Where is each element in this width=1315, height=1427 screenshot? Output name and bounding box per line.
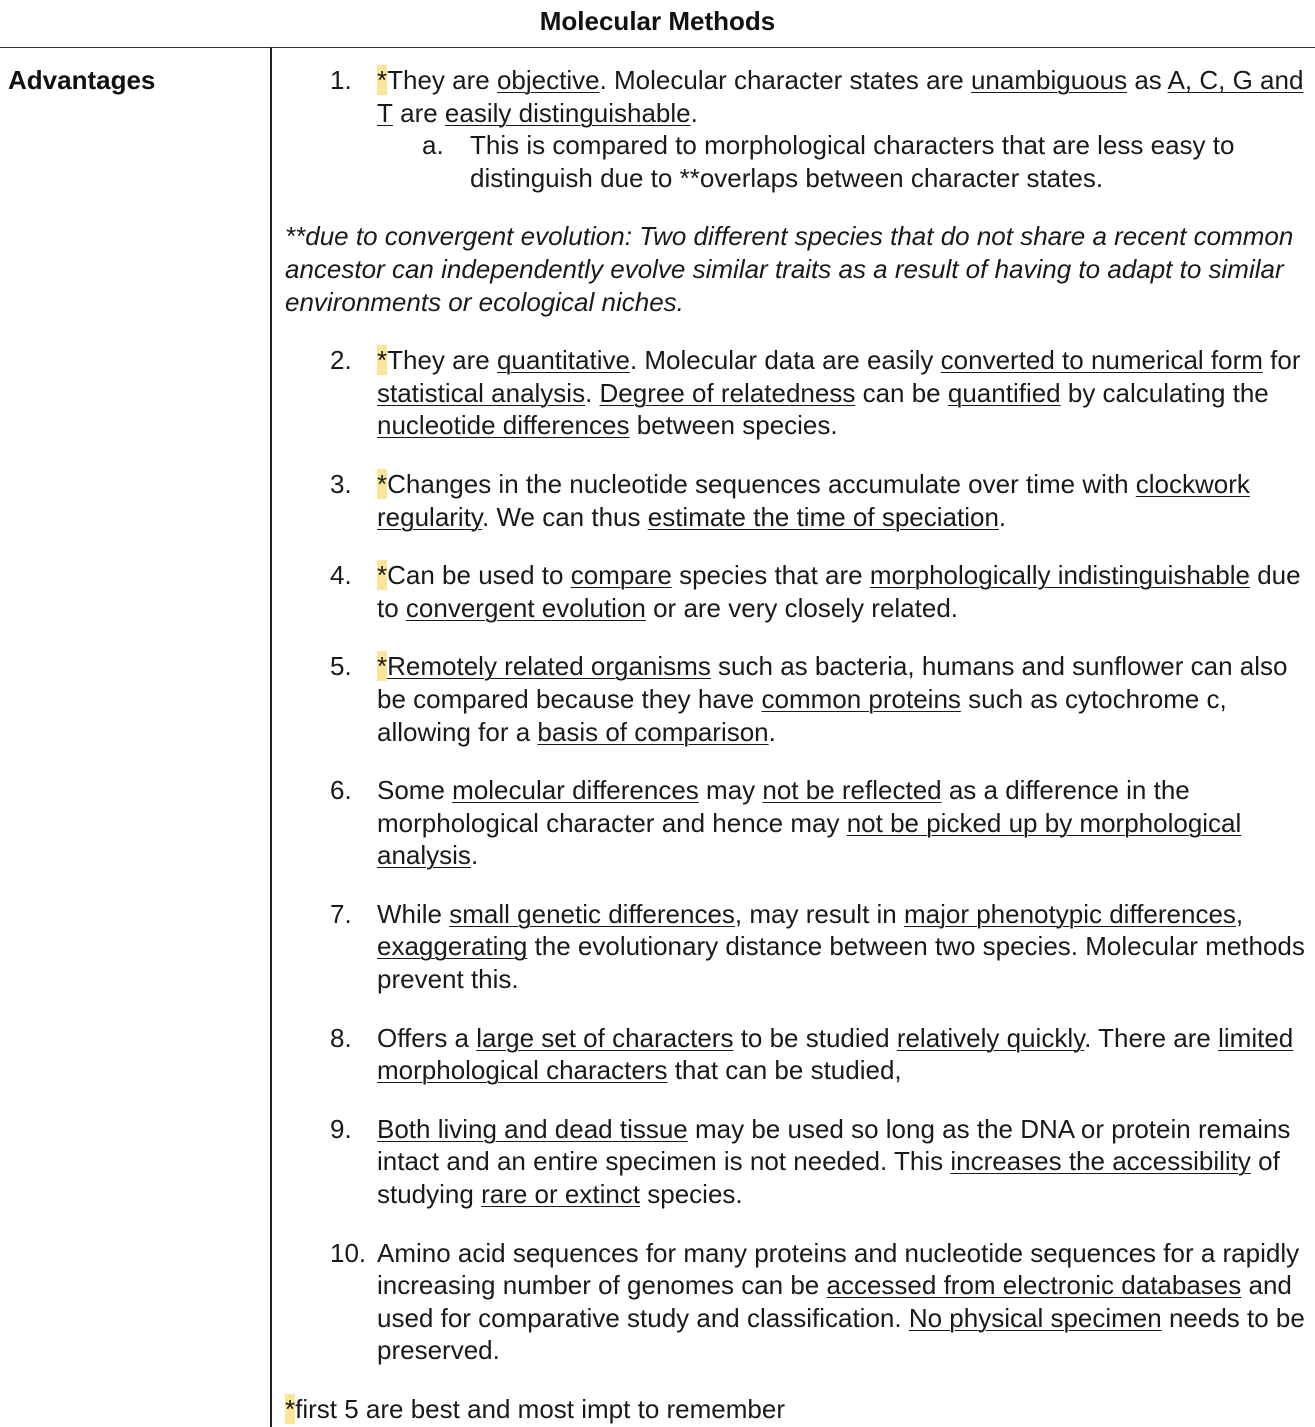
text-run: as xyxy=(1127,65,1168,95)
underlined-phrase: converted to numerical form xyxy=(940,345,1263,376)
list-item-number: 9. xyxy=(330,1113,352,1144)
underlined-phrase: A, C, G and T xyxy=(377,65,1304,128)
list-item-number: 1. xyxy=(330,65,352,95)
highlight-mark: * xyxy=(377,560,388,591)
text-run: . Molecular character states are xyxy=(599,65,971,95)
row-label-advantages: Advantages xyxy=(8,65,156,95)
text-run: and used for comparative study and classification. xyxy=(377,1270,1292,1333)
underlined-phrase: Both living and dead tissue xyxy=(377,1113,688,1144)
list-item-number: 6. xyxy=(330,775,352,806)
text-run: by calculating the xyxy=(1060,377,1269,408)
text-run: may be used so long as the DNA or protein remains intact and an entire specimen is not needed. This xyxy=(377,1113,1291,1177)
highlight-mark: * xyxy=(377,468,388,499)
underlined-phrase: clockwork regularity xyxy=(377,468,1250,532)
footnote-convergent-evolution: **due to convergent evolution: Two different species that do not share a recent common ancestor can independently evolve similar traits as a result of having to adapt to similar environments or ecological niches. xyxy=(285,221,1294,317)
text-run: They are xyxy=(387,345,497,376)
list-item-text xyxy=(377,650,1310,748)
list-item xyxy=(285,898,1310,996)
underlined-phrase: convergent evolution xyxy=(405,592,646,623)
list-item xyxy=(285,559,1310,624)
highlight-mark: * xyxy=(377,651,388,682)
underlined-phrase: basis of comparison xyxy=(537,716,769,747)
list-item-number: 10. xyxy=(330,1237,367,1268)
underlined-phrase: increases the accessibility xyxy=(950,1146,1251,1177)
list-item xyxy=(285,1237,1310,1367)
underlined-phrase: quantified xyxy=(947,377,1061,408)
text-run: . We can thus xyxy=(482,501,648,532)
text-run: They are xyxy=(387,65,497,95)
highlight-mark: * xyxy=(285,1394,296,1424)
list-item-number: 7. xyxy=(330,898,352,929)
underlined-phrase: estimate the time of speciation xyxy=(647,501,999,532)
underlined-phrase: rare or extinct xyxy=(481,1179,641,1210)
header-divider xyxy=(0,47,1315,48)
column-divider xyxy=(270,47,272,1427)
text-run: Amino acid sequences for many proteins and nucleotide sequences for a rapidly increasing number of genomes can be xyxy=(377,1237,1300,1301)
text-run: for xyxy=(1262,345,1301,376)
text-run: due to xyxy=(377,560,1301,623)
underlined-phrase: compare xyxy=(570,560,672,591)
underlined-phrase: morphologically indistinguishable xyxy=(869,560,1250,591)
text-run: Offers a xyxy=(377,1022,477,1053)
footer-note xyxy=(285,1393,1310,1426)
list-item-text xyxy=(377,64,1310,129)
text-run: are xyxy=(392,97,445,128)
text-run: , xyxy=(1235,898,1244,929)
text-run: the evolutionary distance between two species. Molecular methods prevent this. xyxy=(377,931,1305,995)
text-run: Can be used to xyxy=(387,560,571,591)
underlined-phrase: large set of characters xyxy=(476,1022,734,1053)
list-item-number: 2. xyxy=(330,345,352,376)
underlined-phrase: Remotely related organisms xyxy=(387,651,711,682)
text-run: can be xyxy=(855,377,948,408)
underlined-phrase: unambiguous xyxy=(970,65,1128,95)
text-run: to be studied xyxy=(733,1022,897,1053)
page-title: Molecular Methods xyxy=(539,6,776,36)
text-run: Changes in the nucleotide sequences accumulate over time with xyxy=(387,468,1136,499)
underlined-phrase: accessed from electronic databases xyxy=(826,1270,1242,1301)
underlined-phrase: relatively quickly xyxy=(896,1022,1085,1053)
underlined-phrase: not be reflected xyxy=(762,775,942,806)
sub-list-item xyxy=(377,129,1310,194)
list-item-number: 4. xyxy=(330,560,352,591)
text-run: such as bacteria, humans and sunflower can also be compared because they have xyxy=(377,651,1288,714)
underlined-phrase: exaggerating xyxy=(377,931,528,962)
underlined-phrase: statistical analysis xyxy=(377,377,586,408)
sub-list-item-text: This is compared to morphological characters that are less easy to distinguish due to **overlaps between character states. xyxy=(470,130,1235,193)
text-run: . There are xyxy=(1084,1022,1219,1053)
highlight-mark: * xyxy=(377,65,388,95)
text-run: species that are xyxy=(671,560,870,591)
list-item-text xyxy=(377,344,1310,442)
underlined-phrase: molecular differences xyxy=(452,775,699,806)
text-run: that can be studied, xyxy=(667,1055,902,1086)
list-item xyxy=(285,650,1310,748)
list-item-number: 5. xyxy=(330,651,352,682)
underlined-phrase: small genetic differences xyxy=(449,898,735,929)
list-item-text xyxy=(377,1022,1310,1087)
text-run: . Molecular data are easily xyxy=(629,345,941,376)
sub-list-item-number: a. xyxy=(422,130,444,161)
list-item xyxy=(285,344,1310,442)
text-run: . xyxy=(998,501,1007,532)
text-run: species. xyxy=(640,1179,743,1210)
text-run: such as cytochrome c, allowing for a xyxy=(377,683,1227,747)
underlined-phrase: No physical specimen xyxy=(908,1302,1162,1333)
list-item xyxy=(285,468,1310,533)
list-item xyxy=(285,1022,1310,1087)
text-run: . xyxy=(690,97,698,128)
list-item-text xyxy=(377,559,1310,624)
underlined-phrase: limited morphological characters xyxy=(377,1022,1294,1086)
list-item-text xyxy=(377,898,1310,996)
text-run: needs to be preserved. xyxy=(377,1302,1305,1366)
underlined-phrase: Degree of relatedness xyxy=(599,377,856,408)
list-item-text xyxy=(377,468,1310,533)
text-run: . xyxy=(585,377,600,408)
text-run: or are very closely related. xyxy=(645,592,959,623)
text-run: Some xyxy=(377,775,453,806)
list-item xyxy=(285,1113,1310,1211)
text-run: may xyxy=(698,775,763,806)
advantages-list xyxy=(285,64,1310,1426)
list-item xyxy=(285,774,1310,872)
underlined-phrase: common proteins xyxy=(761,683,961,714)
underlined-phrase: objective xyxy=(496,65,600,95)
list-item xyxy=(285,64,1310,194)
footer-text: first 5 are best and most impt to remember xyxy=(295,1394,785,1424)
underlined-phrase: nucleotide differences xyxy=(377,410,630,441)
underlined-phrase: major phenotypic differences xyxy=(903,898,1236,929)
list-item-text xyxy=(377,1237,1310,1367)
text-run: , may result in xyxy=(734,898,904,929)
list-item-text xyxy=(377,774,1310,872)
text-run: While xyxy=(377,898,450,929)
underlined-phrase: easily distinguishable xyxy=(444,97,691,128)
text-run: . xyxy=(768,716,776,747)
underlined-phrase: quantitative xyxy=(496,345,630,376)
list-item-number: 8. xyxy=(330,1022,352,1053)
text-run: . xyxy=(470,840,479,871)
highlight-mark: * xyxy=(377,345,388,376)
text-run: as a difference in the morphological character and hence may xyxy=(377,775,1190,838)
list-item-number: 3. xyxy=(330,468,352,499)
underlined-phrase: not be picked up by morphological analysis xyxy=(377,807,1242,871)
list-item-text xyxy=(377,1113,1310,1211)
text-run: between species. xyxy=(629,410,838,441)
text-run: of studying xyxy=(377,1146,1280,1210)
